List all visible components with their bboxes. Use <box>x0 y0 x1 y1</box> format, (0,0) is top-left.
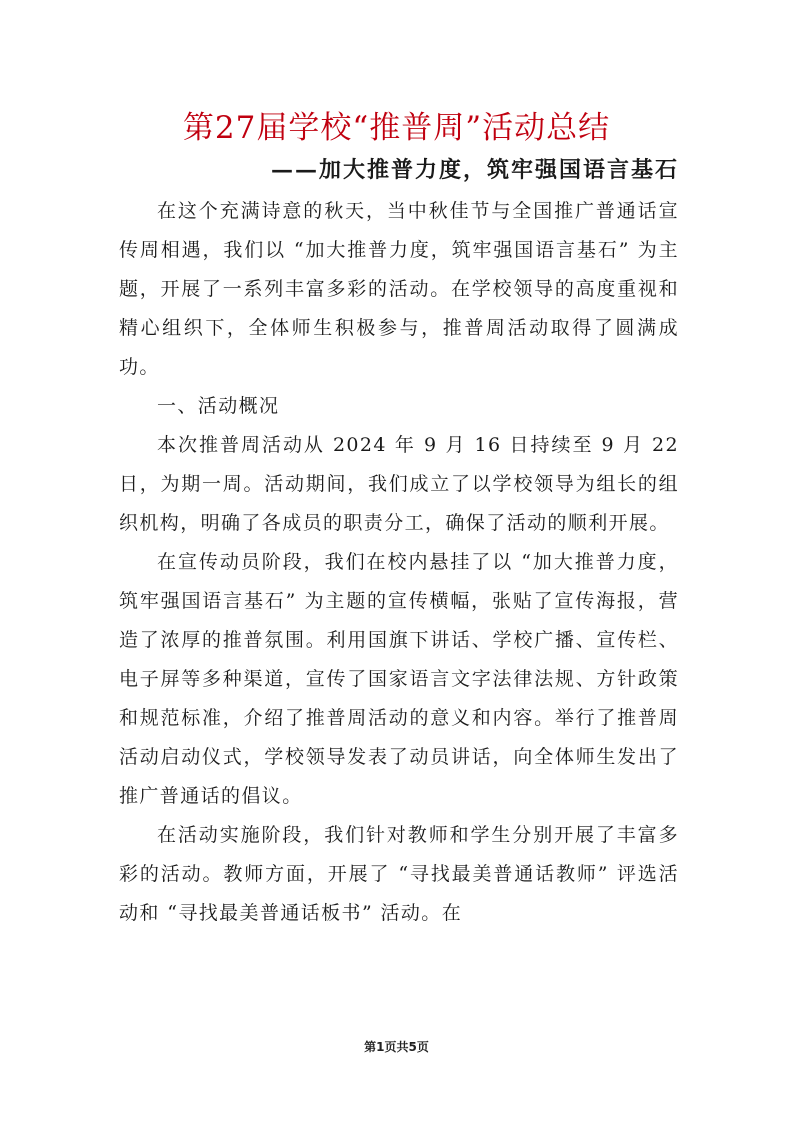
page-number-footer: 第1页共5页 <box>364 1040 429 1054</box>
paragraph-publicity: 在宣传动员阶段，我们在校内悬挂了以 “加大推普力度，筑牢强国语言基石” 为主题的宣传横幅，张贴了宣传海报，营造了浓厚的推普氛围。利用国旗下讲话、学校广播、宣传栏、电子屏等多种渠道，宣传了国家语言文字法律法规、方针政策和规范标准，介绍了推普周活动的意义和内容。举行了推普周活动启动仪式，学校领导发表了动员讲话，向全体师生发出了推广普通话的倡议。 <box>119 551 679 807</box>
paragraph-implementation: 在活动实施阶段，我们针对教师和学生分别开展了丰富多彩的活动。教师方面，开展了 “寻找最美普通话教师” 评选活动和 “寻找最美普通话板书” 活动。在 <box>119 824 679 924</box>
paragraph-intro: 在这个充满诗意的秋天，当中秋佳节与全国推广普通话宣传周相遇，我们以 “加大推普力度，筑牢强国语言基石” 为主题，开展了一系列丰富多彩的活动。在学校领导的高度重视和精心组织下，全体师生积极参与，推普周活动取得了圆满成功。 <box>119 200 679 378</box>
document-body <box>119 192 679 933</box>
section-heading-overview: 一、活动概况 <box>157 395 280 417</box>
document-title: 第27届学校“推普周”活动总结 <box>182 110 611 146</box>
paragraph-overview: 本次推普周活动从 2024 年 9 月 16 日持续至 9 月 22 日，为期一周。活动期间，我们成立了以学校领导为组长的组织机构，明确了各成员的职责分工，确保了活动的顺利开展。 <box>119 434 679 534</box>
document-subtitle: ——加大推普力度，筑牢强国语言基石 <box>270 157 679 183</box>
